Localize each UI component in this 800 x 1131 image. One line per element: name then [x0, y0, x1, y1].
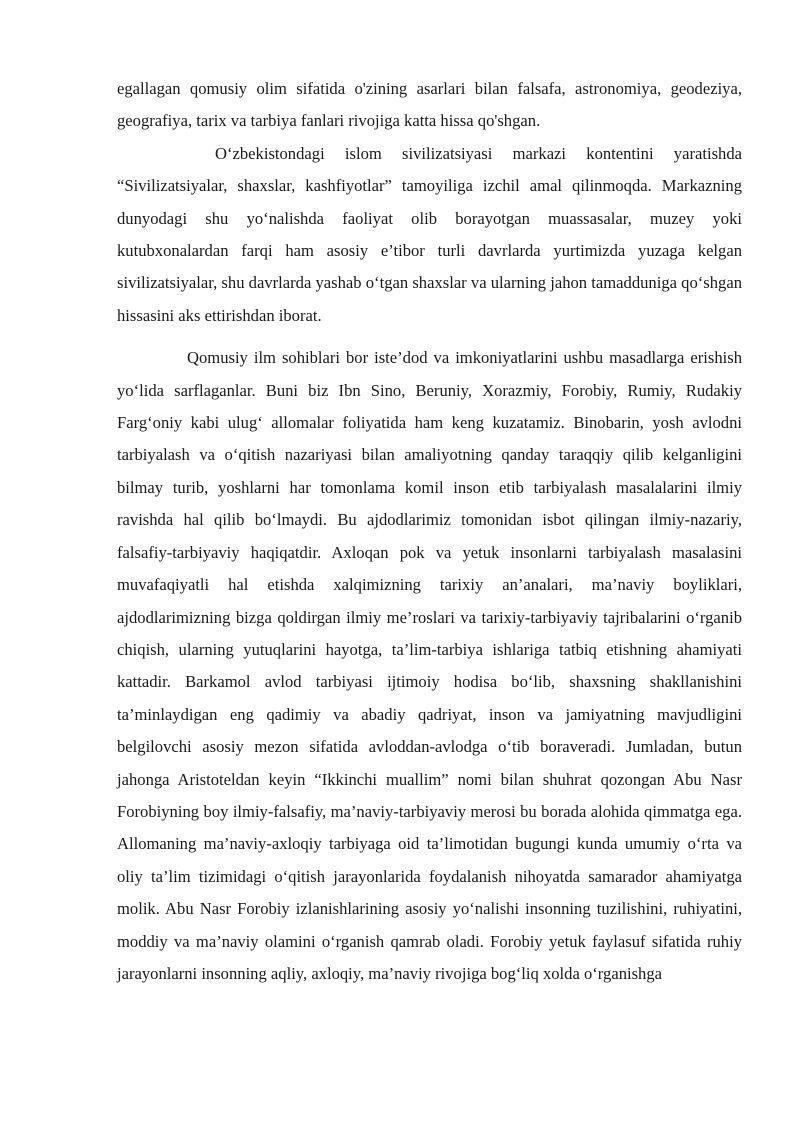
document-page: [117, 73, 742, 990]
paragraph-encyclopedic-scholars: Qomusiy ilm sohiblari bor iste’dod va imkoniyatlarini ushbu masadlarga erishish yo‘lida sarflaganlar. Buni biz Ibn Sino, Beruniy, Xorazmiy, Forobiy, Rumiy, Rudakiy Farg‘oniy kabi ulug‘ allomalar foliyatida ham keng kuzatamiz. Binobarin, yosh avlodni tarbiyalash va o‘qitish nazariyasi bilan amaliyotning qanday taraqqiy qilib kelganligini bilmay turib, yoshlarni har tomonlama komil inson etib tarbiyalash masalalarini ilmiy ravishda hal qilib bo‘lmaydi. Bu ajdodlarimiz tomonidan isbot qilingan ilmiy-nazariy, falsafiy-tarbiyaviy haqiqatdir. Axloqan pok va yetuk insonlarni tarbiyalash masalasini muvafaqiyatli hal etishda xalqimizning tarixiy an’analari, ma’naviy boyliklari, ajdodlarimizning bizga qoldirgan ilmiy me’roslari va tarixiy-tarbiyaviy tajribalarini o‘rganib chiqish, ularning yutuqlarini hayotga, ta’lim-tarbiya ishlariga tatbiq etishning ahamiyati kattadir. Barkamol avlod tarbiyasi ijtimoiy hodisa bo‘lib, shaxsning shakllanishini ta’minlaydigan eng qadimiy va abadiy qadriyat, inson va jamiyatning mavjudligini belgilovchi asosiy mezon sifatida avloddan-avlodga o‘tib boraveradi. Jumladan, butun jahonga Aristoteldan keyin “Ikkinchi muallim” nomi bilan shuhrat qozongan Abu Nasr Forobiyning boy ilmiy-falsafiy, ma’naviy-tarbiyaviy merosi bu borada alohida qimmatga ega. Allomaning ma’naviy-axloqiy tarbiyaga oid ta’limotidan bugungi kunda umumiy o‘rta va oliy ta’lim tizimidagi o‘qitish jarayonlarida foydalanish nihoyatda samarador ahamiyatga molik. Abu Nasr Forobiy izlanishlarining asosiy yo‘nalishi insonning tuzilishini, ruhiyatini, moddiy va ma’naviy olamini o‘rganish qamrab oladi. Forobiy yetuk faylasuf sifatida ruhiy jarayonlarni insonning aqliy, axloqiy, ma’naviy rivojiga bog‘liq xolda o‘rganishga: [117, 348, 742, 983]
paragraph-civilization-center: O‘zbekistondagi islom sivilizatsiyasi markazi kontentini yaratishda “Sivilizatsiyalar, shaxslar, kashfiyotlar” tamoyiliga izchil amal qilinmoqda. Markazning dunyodagi shu yo‘nalishda faoliyat olib borayotgan muassasalar, muzey yoki kutubxonalardan farqi ham asosiy e’tibor turli davrlarda yurtimizda yuzaga kelgan sivilizatsiyalar, shu davrlarda yashab o‘tgan shaxslar va ularning jahon tamadduniga qo‘shgan hissasini aks ettirishdan iborat.: [117, 143, 742, 325]
paragraph-continuation: egallagan qomusiy olim sifatida o'zining asarlari bilan falsafa, astronomiya, geodeziya, geografiya, tarix va tarbiya fanlari rivojiga katta hissa qo'shgan.: [117, 79, 742, 131]
